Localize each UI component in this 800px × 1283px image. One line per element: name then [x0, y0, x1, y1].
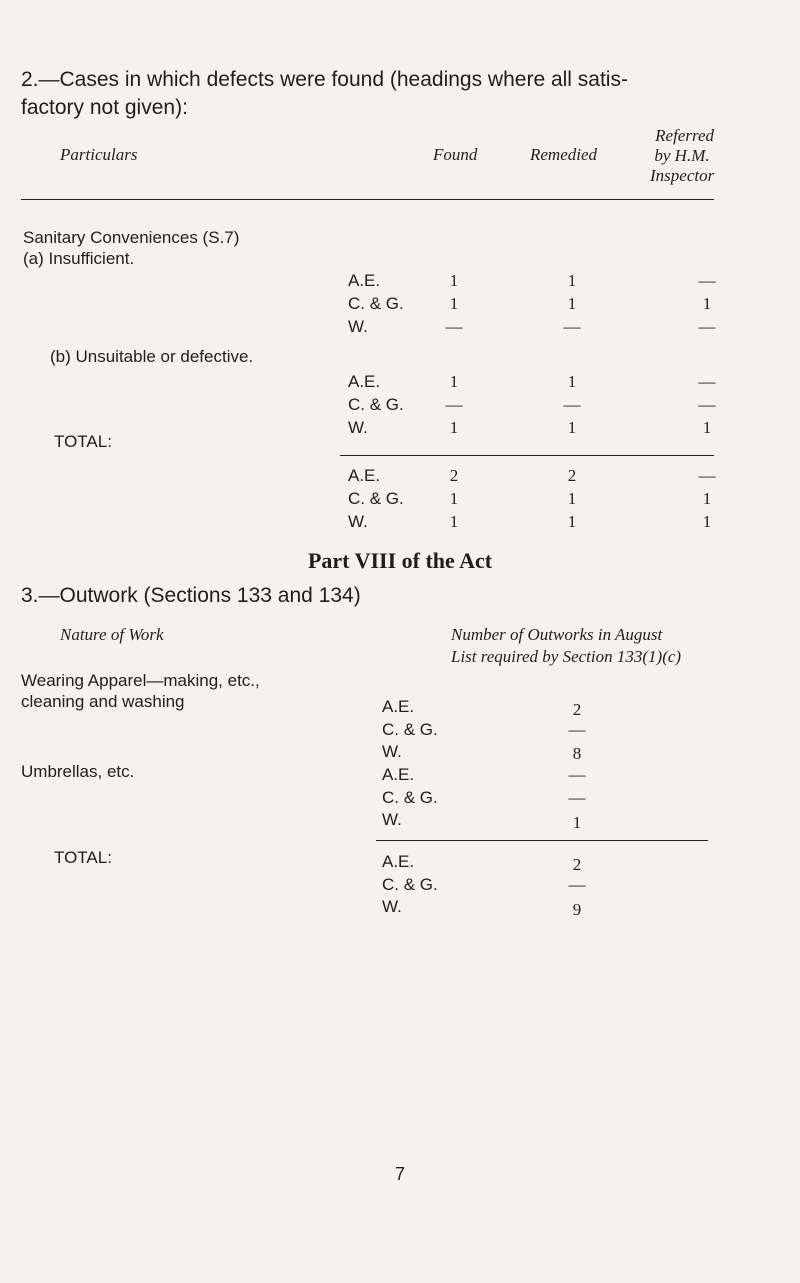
- total-area-label: C. & G.: [348, 489, 404, 508]
- section2-heading-line1: 2.—Cases in which defects were found (headings where all satis-: [21, 68, 628, 91]
- found-cell: —: [445, 317, 463, 336]
- area-label: W.: [382, 742, 402, 761]
- remedied-cell: —: [563, 317, 581, 336]
- total-found-cell: 1: [449, 489, 459, 508]
- group-sanitary-conveniences: Sanitary Conveniences (S.7): [23, 228, 240, 247]
- outworks-cell: —: [568, 720, 586, 739]
- section2-header-rule: [21, 199, 714, 200]
- col-number-line2: List required by Section 133(1)(c): [451, 647, 682, 666]
- referred-cell: 1: [702, 294, 712, 313]
- total-area-label: C. & G.: [382, 875, 438, 894]
- referred-cell: —: [698, 317, 716, 336]
- referred-cell: —: [698, 372, 716, 391]
- total-area-label: A.E.: [348, 466, 381, 485]
- referred-cell: 1: [702, 418, 712, 437]
- col-remedied: Remedied: [530, 145, 598, 164]
- found-cell: 1: [449, 418, 459, 437]
- area-label: C. & G.: [348, 395, 404, 414]
- total-area-label: W.: [382, 897, 402, 916]
- col-referred-line3: Inspector: [650, 166, 715, 185]
- remedied-cell: 1: [567, 271, 577, 290]
- outworks-cell: 2: [572, 700, 582, 719]
- area-label: C. & G.: [382, 720, 438, 739]
- total-remedied-cell: 2: [567, 466, 577, 485]
- total-area-label: W.: [348, 512, 368, 531]
- remedied-cell: 1: [567, 418, 577, 437]
- remedied-cell: 1: [567, 294, 577, 313]
- found-cell: 1: [449, 271, 459, 290]
- item-wearing-apparel-line1: Wearing Apparel—making, etc.,: [21, 671, 260, 690]
- outworks-cell: —: [568, 765, 586, 784]
- section3-heading: 3.—Outwork (Sections 133 and 134): [21, 584, 361, 607]
- col-particulars: Particulars: [60, 145, 138, 164]
- section2-total-label: TOTAL:: [54, 432, 112, 451]
- area-label: W.: [348, 418, 368, 437]
- section2-heading-line2: factory not given):: [21, 96, 188, 119]
- outworks-cell: 1: [572, 813, 582, 832]
- total-remedied-cell: 1: [567, 489, 577, 508]
- area-label: C. & G.: [348, 294, 404, 313]
- found-cell: 1: [449, 294, 459, 313]
- col-number-line1: Number of Outworks in August: [451, 625, 663, 644]
- area-label: C. & G.: [382, 788, 438, 807]
- found-cell: —: [445, 395, 463, 414]
- referred-cell: —: [698, 395, 716, 414]
- col-referred-line1: Referred: [655, 126, 714, 145]
- page-number: 7: [394, 1164, 405, 1184]
- total-found-cell: 1: [449, 512, 459, 531]
- total-outworks-cell: 9: [572, 900, 582, 919]
- total-outworks-cell: —: [568, 875, 586, 894]
- part-title: Part VIII of the Act: [307, 548, 493, 573]
- col-found: Found: [433, 145, 478, 164]
- total-outworks-cell: 2: [572, 855, 582, 874]
- remedied-cell: 1: [567, 372, 577, 391]
- found-cell: 1: [449, 372, 459, 391]
- area-label: W.: [348, 317, 368, 336]
- area-label: W.: [382, 810, 402, 829]
- remedied-cell: —: [563, 395, 581, 414]
- item-wearing-apparel-line2: cleaning and washing: [21, 692, 185, 711]
- total-area-label: A.E.: [382, 852, 415, 871]
- section3-total-label: TOTAL:: [54, 848, 112, 867]
- outworks-cell: —: [568, 788, 586, 807]
- sub-insufficient: (a) Insufficient.: [23, 249, 135, 268]
- total-referred-cell: —: [698, 466, 716, 485]
- area-label: A.E.: [348, 372, 381, 391]
- total-remedied-cell: 1: [567, 512, 577, 531]
- total-referred-cell: 1: [702, 489, 712, 508]
- total-found-cell: 2: [449, 466, 459, 485]
- area-label: A.E.: [382, 697, 415, 716]
- outworks-cell: 8: [572, 744, 582, 763]
- area-label: A.E.: [348, 271, 381, 290]
- section3-total-rule: [376, 840, 708, 841]
- sub-unsuitable: (b) Unsuitable or defective.: [50, 347, 254, 366]
- col-referred-line2: by H.M.: [654, 146, 710, 165]
- referred-cell: —: [698, 271, 716, 290]
- total-referred-cell: 1: [702, 512, 712, 531]
- item-umbrellas: Umbrellas, etc.: [21, 762, 135, 781]
- section2-total-rule: [340, 455, 714, 456]
- col-nature-of-work: Nature of Work: [60, 625, 164, 644]
- area-label: A.E.: [382, 765, 415, 784]
